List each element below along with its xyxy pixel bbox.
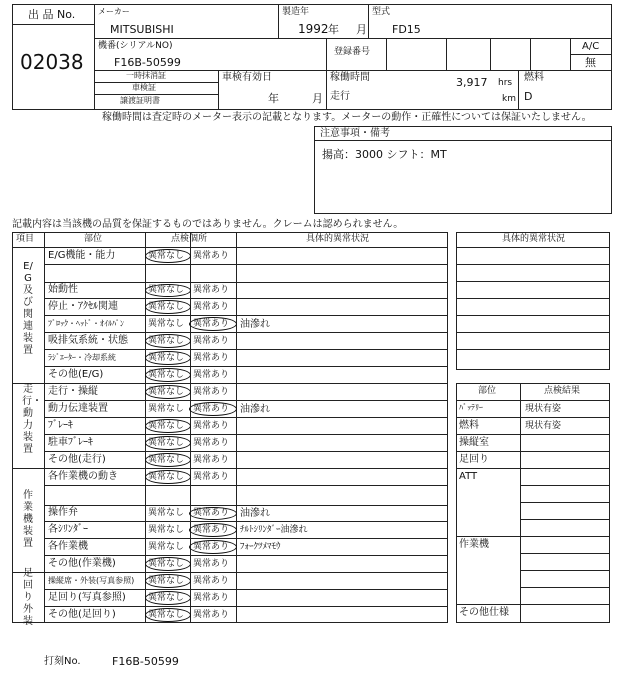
status-abnormal: 異常あり (193, 559, 230, 569)
circle-mark (145, 453, 191, 467)
status-abnormal: 異常あり (193, 525, 230, 535)
header-detail: 具体的異常状況 (306, 234, 370, 244)
hours-label: 稼働時間 (330, 72, 370, 83)
model-label: 型式 (372, 7, 391, 17)
row-part: ﾌﾞﾛｯｸ・ﾍｯﾄﾞ・ｵｲﾙﾊﾟﾝ (48, 319, 124, 328)
status-normal: 異常なし (148, 438, 185, 448)
header-check: 点検個所 (171, 234, 208, 244)
row-part: 各作業機の動き (48, 471, 118, 482)
status-normal: 異常なし (148, 370, 185, 380)
status-abnormal: 異常あり (193, 421, 230, 431)
circle-mark (145, 300, 191, 314)
row-detail: 油滲れ (240, 319, 270, 330)
results-header-result: 点検結果 (544, 386, 581, 396)
fuel-label: 燃料 (524, 72, 544, 83)
row-part: ﾌﾞﾚｰｷ (48, 420, 73, 431)
status-normal: 異常なし (148, 525, 185, 535)
result-part: 足回り (459, 454, 489, 465)
disclaimer: 記載内容は当該機の品質を保証するものではありません。クレームは認められません。 (12, 219, 404, 230)
mileage-label: 走行 (330, 91, 350, 102)
circle-mark (189, 540, 237, 554)
row-detail: 油滲れ (240, 508, 270, 519)
row-part: 駐車ﾌﾞﾚｰｷ (48, 437, 93, 448)
status-abnormal: 異常あり (193, 508, 230, 518)
stamp-label: 打刻No. (44, 656, 81, 667)
status-normal: 異常なし (148, 559, 185, 569)
header-item: 項目 (16, 234, 35, 244)
serial-value: F16B-50599 (114, 56, 181, 69)
circle-mark (189, 317, 237, 331)
circle-mark (145, 557, 191, 571)
status-abnormal: 異常あり (193, 302, 230, 312)
hours-note: 稼働時間は査定時のメーター表示の記載となります。メーターの動作・正確性については保証いたしません。 (102, 112, 592, 123)
transfer-cert-label: 譲渡証明書 (120, 96, 160, 105)
result-part: ATT (459, 471, 478, 482)
hours-value: 3,917 (456, 76, 488, 89)
circle-mark (145, 436, 191, 450)
row-detail: ﾌｫｰｸﾂﾒﾏﾓｳ (240, 542, 281, 552)
row-part: ﾗｼﾞｴｰﾀｰ・冷却系統 (48, 353, 116, 362)
row-part: E/G機能・能力 (48, 250, 116, 261)
status-abnormal: 異常あり (193, 610, 230, 620)
row-part: 操縦席・外装(写真参照) (48, 576, 135, 585)
status-normal: 異常なし (148, 285, 185, 295)
row-part: その他(走行) (48, 454, 106, 465)
row-part: その他(足回り) (48, 609, 116, 620)
row-detail: 油滲れ (240, 404, 270, 415)
inspection-year-unit: 年 (268, 92, 279, 105)
result-part: ﾊﾞｯﾃﾘｰ (459, 403, 483, 412)
circle-mark (145, 334, 191, 348)
row-part: 操作弁 (48, 507, 78, 518)
hours-unit: hrs (498, 78, 513, 88)
registration-label: 登録番号 (334, 47, 371, 57)
row-detail: ﾁﾙﾄｼﾘﾝﾀﾞｰ油滲れ (240, 525, 308, 535)
group-label: 足回り外装 (23, 568, 33, 627)
circle-mark (145, 284, 191, 297)
status-abnormal: 異常あり (193, 251, 230, 261)
status-normal: 異常なし (148, 319, 185, 329)
result-value: 現状有姿 (525, 421, 562, 431)
circle-mark (145, 385, 191, 399)
circle-mark (145, 419, 191, 433)
row-part: 足回り(写真参照) (48, 592, 126, 603)
maker-label: メーカー (98, 7, 130, 16)
group-label: 走行・動力装置 (22, 384, 42, 455)
status-abnormal: 異常あり (193, 576, 230, 586)
status-normal: 異常なし (148, 455, 185, 465)
circle-mark (145, 368, 191, 382)
status-abnormal: 異常あり (193, 336, 230, 346)
inspection-month-unit: 月 (312, 92, 323, 105)
status-abnormal: 異常あり (193, 404, 230, 414)
row-part: 始動性 (48, 284, 78, 295)
serial-label: 機番(シリアルNO) (98, 41, 173, 51)
status-abnormal: 異常あり (193, 387, 230, 397)
stamp-value: F16B-50599 (112, 655, 179, 668)
group-label: 作業機装置 (23, 490, 33, 549)
status-abnormal: 異常あり (193, 353, 230, 363)
result-value: 現状有姿 (525, 404, 562, 414)
result-part: 燃料 (459, 420, 479, 431)
ac-value: 無 (585, 56, 596, 69)
maker-value: MITSUBISHI (110, 23, 174, 36)
circle-mark (145, 608, 191, 622)
result-part: その他仕様 (459, 607, 509, 618)
notes-text: 揚高：3000 シフト：MT (322, 148, 447, 161)
row-part: 停止・ｱｸｾﾙ関連 (48, 301, 118, 312)
row-part: 各ｼﾘﾝﾀﾞｰ (48, 524, 88, 535)
row-part: 動力伝達装置 (48, 403, 108, 414)
circle-mark (145, 351, 191, 365)
status-abnormal: 異常あり (193, 319, 230, 329)
status-abnormal: 異常あり (193, 542, 230, 552)
results-header-part: 部位 (478, 386, 497, 396)
circle-mark (145, 249, 191, 263)
circle-mark (145, 470, 191, 484)
right-detail-header: 具体的異常状況 (502, 234, 566, 244)
circle-mark (189, 402, 237, 416)
status-normal: 異常なし (148, 336, 185, 346)
result-part: 操縦室 (459, 437, 489, 448)
row-part: 各作業機 (48, 541, 88, 552)
row-part: その他(作業機) (48, 558, 116, 569)
year-unit: 年 (328, 23, 339, 36)
year-value: 1992 (298, 22, 329, 36)
circle-mark (189, 523, 237, 537)
status-normal: 異常なし (148, 251, 185, 261)
status-abnormal: 異常あり (193, 593, 230, 603)
status-normal: 異常なし (148, 542, 185, 552)
status-normal: 異常なし (148, 593, 185, 603)
status-normal: 異常なし (148, 610, 185, 620)
lot-no: 02038 (20, 50, 84, 74)
notes-title: 注意事項・備考 (320, 128, 390, 139)
result-part: 作業機 (459, 539, 489, 550)
status-abnormal: 異常あり (193, 472, 230, 482)
circle-mark (189, 507, 237, 520)
row-part: その他(E/G) (48, 369, 104, 380)
group-label: E/G及び関連装置 (23, 261, 33, 356)
km-unit: km (502, 94, 516, 104)
inspection-cert-label: 車検証 (132, 83, 156, 92)
fuel-value: D (524, 90, 533, 103)
circle-mark (145, 591, 191, 605)
status-normal: 異常なし (148, 508, 185, 518)
model-value: FD15 (392, 23, 421, 36)
lot-no-label: 出 品 No. (28, 8, 76, 21)
status-abnormal: 異常あり (193, 455, 230, 465)
year-label: 製造年 (282, 7, 310, 17)
row-part: 吸排気系統・状態 (48, 335, 128, 346)
status-abnormal: 異常あり (193, 438, 230, 448)
circle-mark (145, 574, 191, 588)
month-unit: 月 (356, 23, 367, 36)
ac-label: A/C (582, 41, 600, 52)
status-abnormal: 異常あり (193, 370, 230, 380)
inspection-expiry-label: 車検有効日 (222, 72, 272, 83)
status-normal: 異常なし (148, 353, 185, 363)
temp-permit-label: 一時抹消証 (126, 71, 166, 80)
status-normal: 異常なし (148, 302, 185, 312)
status-abnormal: 異常あり (193, 285, 230, 295)
row-part: 走行・操縦 (48, 386, 98, 397)
status-normal: 異常なし (148, 472, 185, 482)
status-normal: 異常なし (148, 576, 185, 586)
status-normal: 異常なし (148, 421, 185, 431)
header-part: 部位 (84, 234, 103, 244)
status-normal: 異常なし (148, 387, 185, 397)
status-normal: 異常なし (148, 404, 185, 414)
